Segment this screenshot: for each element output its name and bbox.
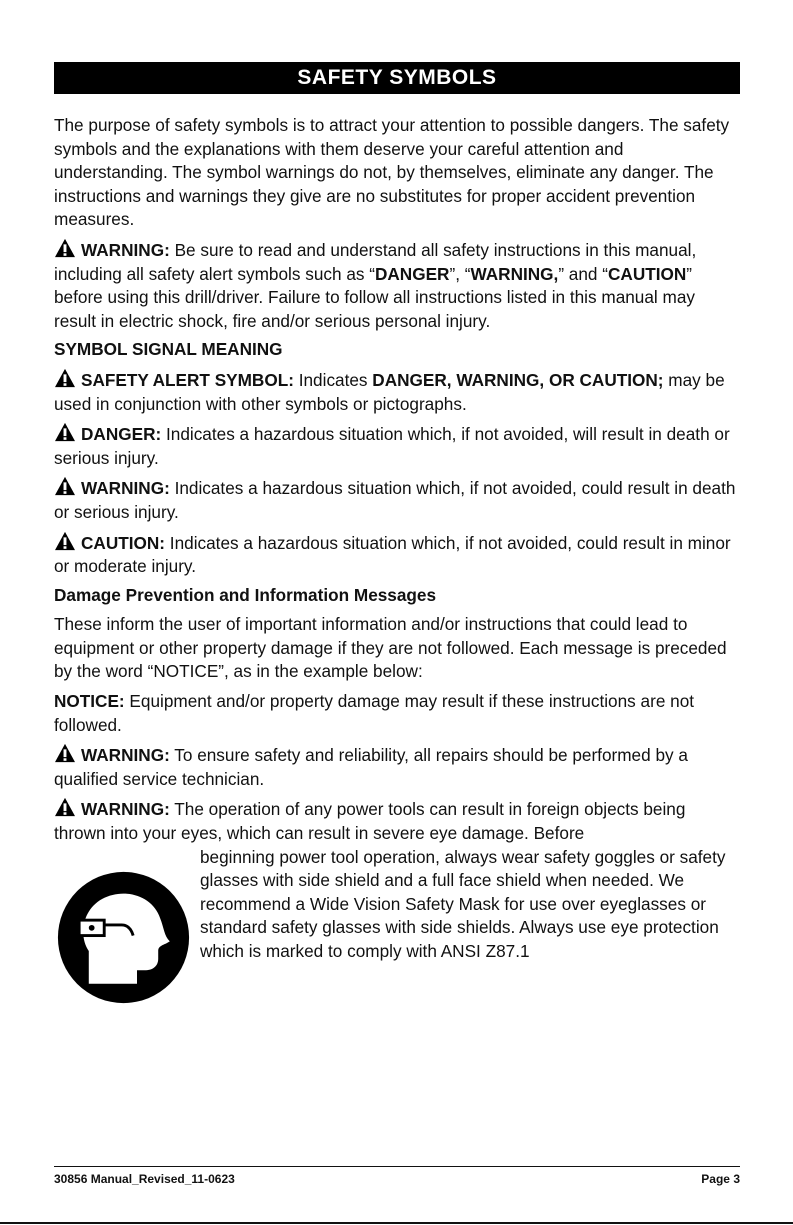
- bottom-edge-rule: [0, 1222, 793, 1224]
- damage-prevention-heading: Damage Prevention and Information Messages: [54, 584, 437, 605]
- danger-definition: DANGER: Indicates a hazardous situation which, if not avoided, will result in death or serious injury.: [54, 424, 730, 468]
- eye-protection-text: beginning power tool operation, always wear safety goggles or safety glasses with side shield and a full face shield when needed. We recommend a Wide Vision Safety Mask for use over eyeglasses or standard safety glasses with side shields. Always use eye protection which is marked to comply with ANSI Z87.1: [200, 846, 726, 961]
- warning-triangle-icon: [54, 238, 76, 258]
- footer-rule: [54, 1166, 740, 1167]
- warning-repairs: WARNING: To ensure safety and reliability, all repairs should be performed by a qualified service technician.: [54, 745, 688, 789]
- page-number: Page 3: [701, 1172, 740, 1186]
- safety-alert-definition: SAFETY ALERT SYMBOL: Indicates DANGER, WARNING, OR CAUTION; may be used in conjunction with other symbols or pictographs.: [54, 369, 725, 414]
- eye-protection-icon: [56, 870, 191, 1005]
- warning-triangle-icon: [54, 368, 76, 388]
- warning-eye-protection: WARNING: The operation of any power tools can result in foreign objects being thrown into your eyes, which can result in severe eye damage. Before: [54, 799, 686, 844]
- damage-prevention-text: These inform the user of important information and/or instructions that could lead to equipment or other property damage if they are not followed. Each message is preceded by the word “NOTICE”, as in the example below:: [54, 614, 727, 682]
- notice-example: NOTICE: Equipment and/or property damage may result if these instructions are not followed.: [54, 691, 695, 735]
- caution-definition: CAUTION: Indicates a hazardous situation which, if not avoided, could result in minor or moderate injury.: [54, 532, 731, 577]
- warning-definition: WARNING: Indicates a hazardous situation which, if not avoided, could result in death or serious injury.: [54, 478, 736, 522]
- manual-code: 30856 Manual_Revised_11-0623: [54, 1172, 235, 1186]
- warning-triangle-icon: [54, 476, 76, 496]
- warning-triangle-icon: [54, 743, 76, 763]
- warning-read-manual: WARNING: Be sure to read and understand all safety instructions in this manual, including all safety alert symbols such as “DANGER”, “WARNING,” and “CAUTION” before using this drill/driver. Failure to follow all instructions listed in this manual may result in electric shock, fire and/or serious personal injury.: [54, 239, 697, 331]
- eye-protection-section: [54, 846, 740, 972]
- warning-triangle-icon: [54, 531, 76, 551]
- warning-triangle-icon: [54, 422, 76, 442]
- symbol-signal-heading: SYMBOL SIGNAL MEANING: [54, 339, 283, 360]
- intro-paragraph: The purpose of safety symbols is to attract your attention to possible dangers. The safety symbols and the explanations with them deserve your careful attention and understanding. The symbol warnings do not, by themselves, eliminate any danger. The instructions and warnings they give are no substitutes for proper accident prevention measures.: [54, 115, 730, 230]
- section-banner: SAFETY SYMBOLS: [54, 62, 740, 94]
- warning-triangle-icon: [54, 797, 76, 817]
- manual-page: [54, 62, 740, 972]
- page-footer: [54, 1172, 740, 1186]
